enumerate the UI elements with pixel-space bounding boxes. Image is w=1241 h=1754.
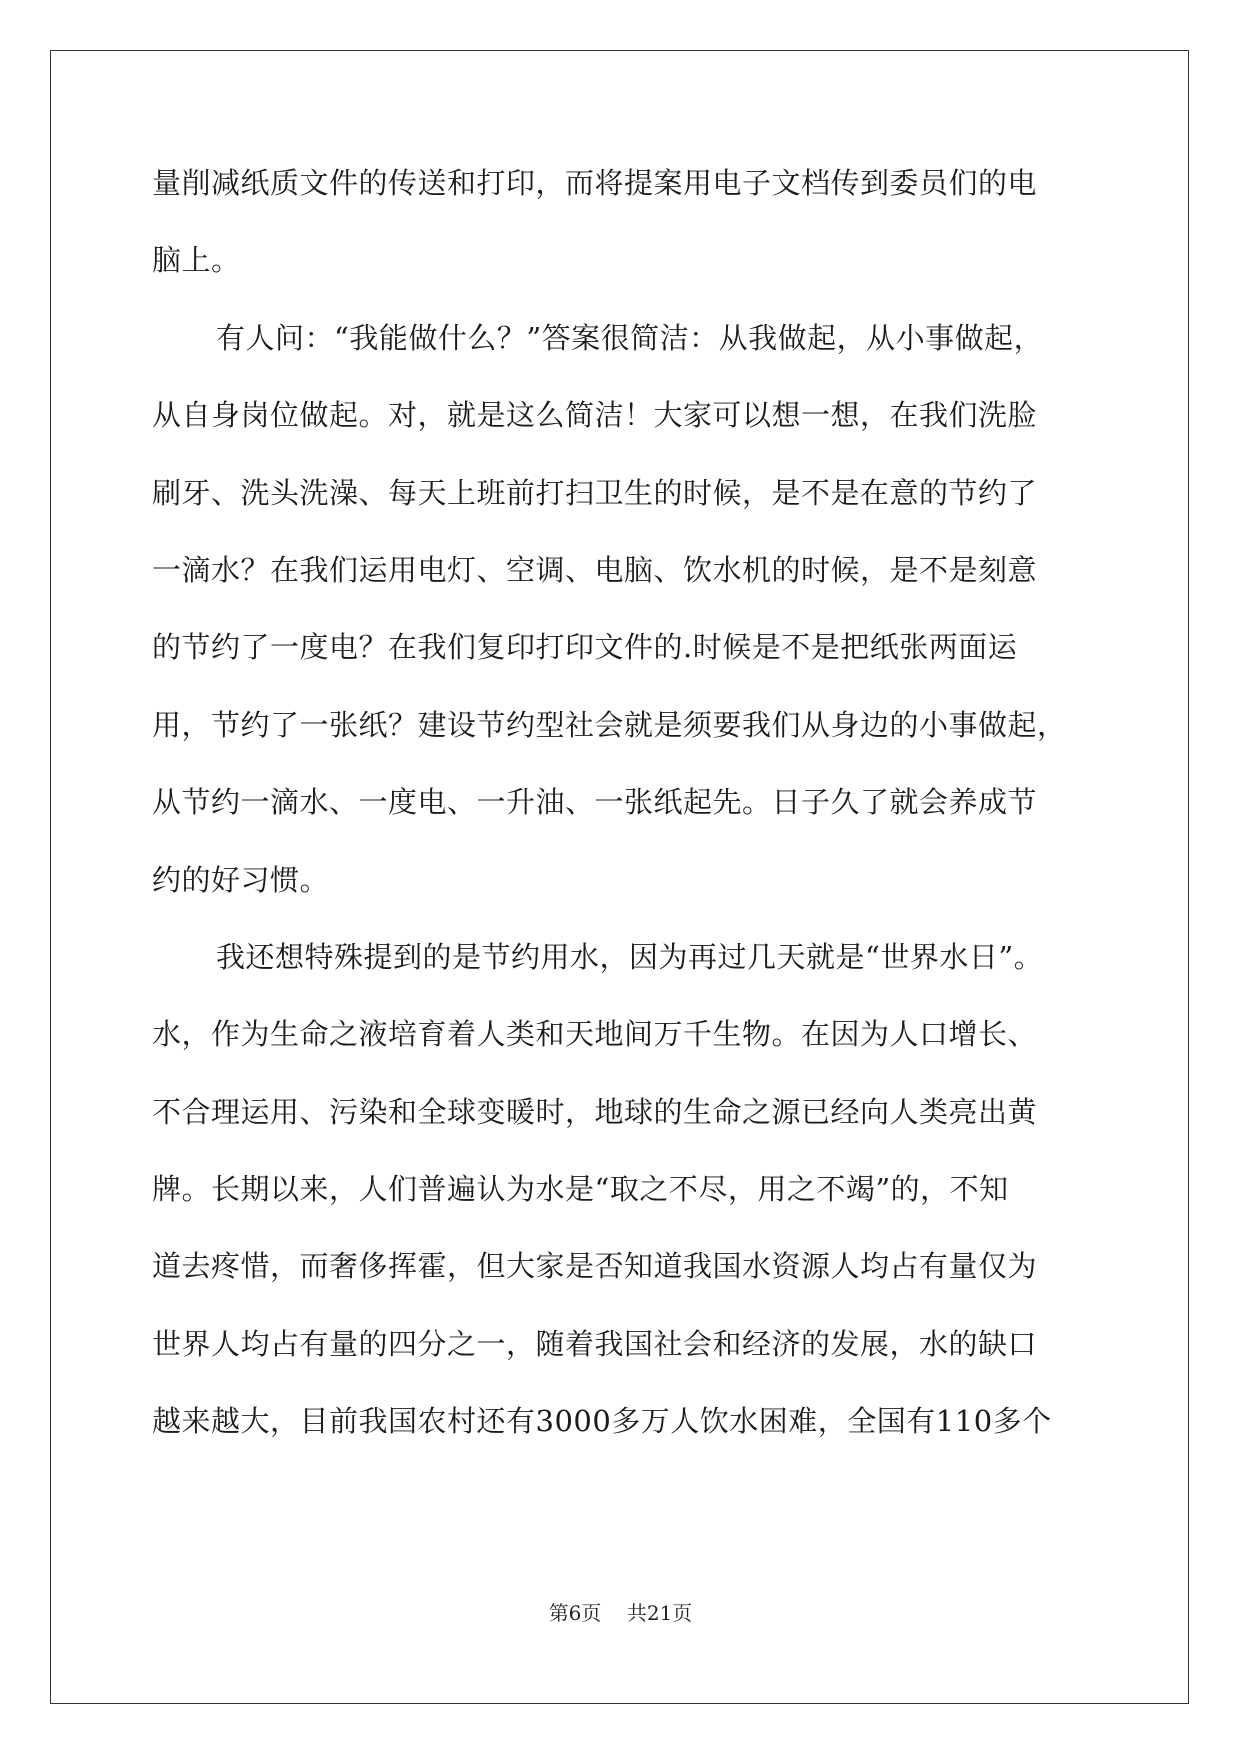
text-line: 量削减纸质文件的传送和打印，而将提案用电子文档传到委员们的电 <box>152 166 1038 200</box>
text-line: 我还想特殊提到的是节约用水，因为再过几天就是“世界水日”。 <box>216 939 1044 974</box>
text-line: 越来越大，目前我国农村还有3000多万人饮水困难，全国有110多个 <box>152 1404 1052 1439</box>
text-line: 刷牙、洗头洗澡、每天上班前打扫卫生的时候，是不是在意的节约了 <box>152 475 1038 510</box>
text-line: 约的好习惯。 <box>152 862 330 897</box>
text-line: 有人问：“我能做什么？”答案很简洁：从我做起，从小事做起， <box>216 320 1044 355</box>
text-line: 从节约一滴水、一度电、一升油、一张纸起先。日子久了就会养成节 <box>152 785 1038 820</box>
text-line: 的节约了一度电？在我们复印打印文件的.时候是不是把纸张两面运 <box>152 630 1018 665</box>
text-line: 用，节约了一张纸？建设节约型社会就是须要我们从身边的小事做起， <box>152 707 1067 742</box>
page-footer <box>0 1597 1241 1626</box>
text-line: 水，作为生命之液培育着人类和天地间万千生物。在因为人口增长、 <box>152 1017 1038 1052</box>
text-line: 牌。长期以来，人们普遍认为水是“取之不尽，用之不竭”的，不知 <box>152 1172 1009 1207</box>
text-line: 一滴水？在我们运用电灯、空调、电脑、饮水机的时候，是不是刻意 <box>152 552 1038 587</box>
text-line: 世界人均占有量的四分之一，随着我国社会和经济的发展，水的缺口 <box>152 1326 1038 1361</box>
text-line: 脑上。 <box>152 243 241 278</box>
text-line: 从自身岗位做起。对，就是这么简洁！大家可以想一想，在我们洗脸 <box>152 398 1038 433</box>
text-line: 不合理运用、污染和全球变暖时，地球的生命之源已经向人类亮出黄 <box>152 1094 1038 1129</box>
page-number: 第6页 <box>548 1601 602 1625</box>
page-total: 共21页 <box>626 1601 693 1625</box>
text-line: 道去疼惜，而奢侈挥霍，但大家是否知道我国水资源人均占有量仅为 <box>152 1249 1038 1284</box>
document-body <box>152 160 1090 1474</box>
